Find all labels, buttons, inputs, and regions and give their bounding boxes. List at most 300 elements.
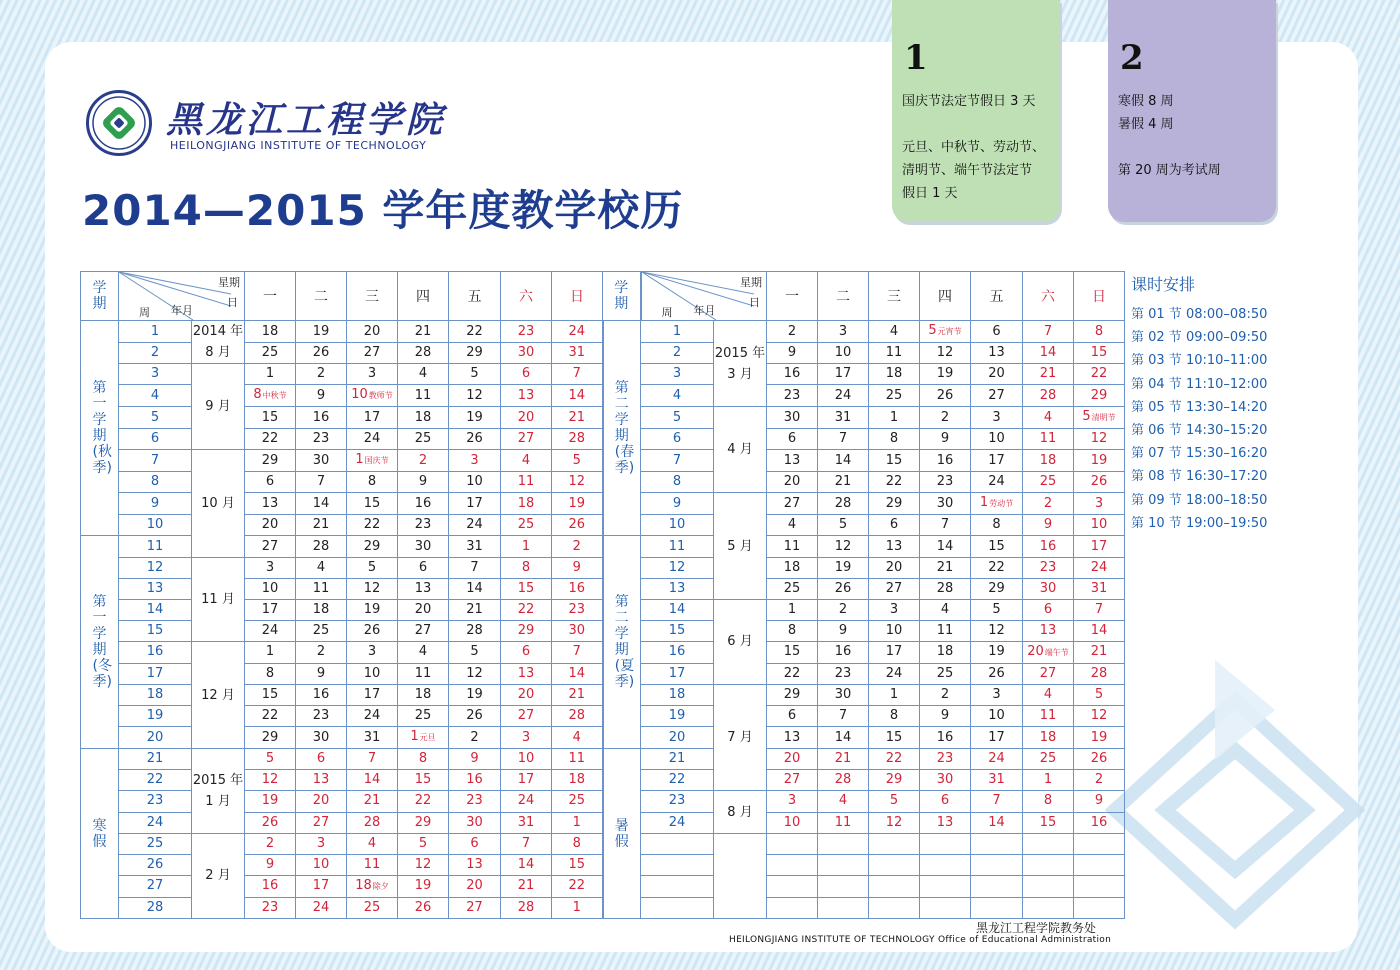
week-number: 3 (641, 364, 714, 385)
day-cell: 11 (1023, 429, 1074, 450)
day-cell: 17 (971, 727, 1023, 749)
day-cell: 17 (501, 770, 552, 791)
day-cell: 20 (296, 791, 347, 812)
day-cell (245, 385, 296, 407)
day-cell: 6 (449, 833, 501, 854)
day-cell: 18 (501, 493, 552, 515)
day-cell: 7 (818, 429, 869, 450)
note-line: 第 20 周为考试周 (1118, 163, 1221, 178)
weekday-header: 日 (552, 272, 603, 321)
day-cell: 12 (818, 536, 869, 557)
holiday-label: 元宵节 (937, 327, 962, 336)
month-label-text: 2014 年 8 月 (192, 324, 244, 361)
day-cell: 31 (347, 727, 398, 749)
header-week-label: 周 (661, 306, 673, 319)
day-cell (767, 833, 818, 854)
day-cell: 12 (971, 620, 1023, 641)
day-cell: 23 (1023, 557, 1074, 578)
holiday-label: 元旦 (419, 733, 436, 743)
day-cell (1074, 407, 1125, 429)
day-cell: 24 (971, 749, 1023, 770)
day-cell (1023, 641, 1074, 663)
day-cell: 5 (449, 364, 501, 385)
day-cell: 26 (245, 812, 296, 833)
day-cell: 23 (449, 791, 501, 812)
week-number: 25 (119, 833, 192, 854)
day-cell: 15 (245, 407, 296, 429)
day-cell: 27 (398, 620, 449, 641)
day-cell: 8 (1023, 791, 1074, 812)
week-number: 9 (641, 493, 714, 515)
day-cell: 16 (920, 727, 971, 749)
day-cell: 1 (1023, 770, 1074, 791)
day-cell: 22 (449, 321, 501, 343)
day-cell: 21 (818, 472, 869, 493)
week-number (641, 897, 714, 918)
note-line: 国庆节法定节假日 3 天 (902, 94, 1036, 109)
day-cell (920, 854, 971, 875)
day-cell: 17 (818, 364, 869, 385)
class-period-row: 第 06 节 14:30–15:20 (1131, 423, 1268, 439)
day-cell: 25 (501, 515, 552, 536)
day-cell: 2 (1074, 770, 1125, 791)
day-cell: 17 (449, 493, 501, 515)
day-cell: 23 (398, 515, 449, 536)
day-cell: 6 (767, 706, 818, 727)
day-cell: 25 (552, 791, 603, 812)
day-cell: 25 (347, 897, 398, 918)
day-cell: 14 (501, 854, 552, 875)
term-header (603, 272, 641, 321)
term-label: 第二学期(春季) (614, 380, 635, 477)
day-cell: 1 (869, 407, 920, 429)
day-cell: 12 (920, 343, 971, 364)
day-cell: 13 (501, 663, 552, 684)
day-cell: 3 (347, 641, 398, 663)
day-cell: 27 (245, 536, 296, 557)
day-cell: 11 (767, 536, 818, 557)
day-cell: 18 (1023, 727, 1074, 749)
month-label (192, 833, 245, 918)
day-cell: 20 (501, 407, 552, 429)
day-cell: 1 (501, 536, 552, 557)
day-cell: 22 (1074, 364, 1125, 385)
day-cell: 16 (296, 407, 347, 429)
day-cell: 1 (245, 364, 296, 385)
term-label-cell (603, 321, 641, 536)
month-label-text: 12 月 (201, 687, 235, 703)
day-cell: 7 (501, 833, 552, 854)
day-cell: 23 (552, 599, 603, 620)
weekday-header: 三 (869, 272, 920, 321)
day-cell: 5 (347, 557, 398, 578)
day-cell: 8 (971, 515, 1023, 536)
day-cell: 24 (501, 791, 552, 812)
day-cell (920, 321, 971, 343)
day-cell (869, 833, 920, 854)
day-cell (1074, 833, 1125, 854)
week-number: 19 (119, 706, 192, 727)
day-cell (767, 875, 818, 897)
day-cell: 27 (501, 706, 552, 727)
class-period-row: 第 08 节 16:30–17:20 (1131, 469, 1268, 485)
day-cell: 24 (296, 897, 347, 918)
day-cell: 1 (245, 641, 296, 663)
week-number (641, 833, 714, 854)
day-cell: 26 (449, 706, 501, 727)
day-cell (818, 897, 869, 918)
day-cell: 2 (449, 727, 501, 749)
day-cell: 28 (296, 536, 347, 557)
day-cell: 23 (920, 749, 971, 770)
day-cell: 15 (869, 450, 920, 472)
day-cell: 30 (1023, 578, 1074, 599)
day-cell: 23 (501, 321, 552, 343)
day-cell: 30 (449, 812, 501, 833)
day-cell: 19 (1074, 727, 1125, 749)
week-number: 12 (641, 557, 714, 578)
day-cell: 16 (296, 685, 347, 706)
week-number: 17 (641, 663, 714, 684)
week-number: 18 (119, 685, 192, 706)
month-label-text: 2 月 (205, 868, 231, 884)
header-week-label: 周 (139, 306, 150, 319)
day-cell: 26 (449, 429, 501, 450)
day-cell: 9 (767, 343, 818, 364)
day-cell: 22 (245, 706, 296, 727)
day-cell: 21 (501, 875, 552, 897)
month-label-text: 4 月 (727, 442, 753, 458)
day-cell (1074, 854, 1125, 875)
week-number: 7 (641, 450, 714, 472)
day-cell (869, 854, 920, 875)
day-cell: 5 (869, 791, 920, 812)
holiday-label: 国庆节 (364, 456, 389, 466)
weekday-header: 二 (296, 272, 347, 321)
week-number: 22 (641, 770, 714, 791)
day-cell: 2 (552, 536, 603, 557)
day-cell (398, 727, 449, 749)
day-cell: 4 (552, 727, 603, 749)
day-cell: 4 (920, 599, 971, 620)
day-cell: 13 (398, 578, 449, 599)
day-cell: 14 (818, 727, 869, 749)
day-cell: 18 (767, 557, 818, 578)
day-cell: 4 (869, 321, 920, 343)
day-cell: 13 (296, 770, 347, 791)
day-cell: 29 (971, 578, 1023, 599)
day-number: 5 (1082, 409, 1091, 425)
week-number: 4 (641, 385, 714, 407)
day-cell: 21 (449, 599, 501, 620)
week-number: 26 (119, 854, 192, 875)
day-cell: 14 (552, 385, 603, 407)
day-cell: 19 (347, 599, 398, 620)
week-number: 15 (119, 620, 192, 641)
day-cell: 28 (1023, 385, 1074, 407)
day-cell: 29 (245, 450, 296, 472)
day-cell: 23 (818, 663, 869, 684)
school-logo (86, 90, 152, 156)
day-cell: 6 (501, 641, 552, 663)
day-cell: 11 (296, 578, 347, 599)
weekday-header: 五 (449, 272, 501, 321)
term-label: 暑假 (614, 817, 629, 850)
day-cell: 20 (501, 685, 552, 706)
calendar-table (80, 271, 1125, 919)
day-cell: 21 (398, 321, 449, 343)
day-cell: 8 (869, 706, 920, 727)
day-cell: 16 (920, 450, 971, 472)
day-cell: 21 (1074, 641, 1125, 663)
day-cell: 29 (869, 770, 920, 791)
day-cell: 23 (296, 706, 347, 727)
day-cell: 17 (347, 685, 398, 706)
day-cell: 16 (818, 641, 869, 663)
day-cell: 18 (552, 770, 603, 791)
header-day-label: 日 (227, 296, 238, 309)
day-cell: 24 (347, 429, 398, 450)
day-number: 1 (979, 495, 989, 511)
day-cell: 29 (501, 620, 552, 641)
day-cell: 21 (296, 515, 347, 536)
day-cell: 27 (869, 578, 920, 599)
week-number: 27 (119, 875, 192, 897)
holiday-label: 端午节 (1044, 647, 1069, 657)
day-cell: 10 (818, 343, 869, 364)
day-cell: 12 (449, 385, 501, 407)
day-cell: 3 (767, 791, 818, 812)
week-number: 14 (119, 599, 192, 620)
week-number: 10 (119, 515, 192, 536)
week-number: 17 (119, 663, 192, 684)
day-cell: 31 (1074, 578, 1125, 599)
day-cell: 4 (1023, 407, 1074, 429)
day-cell: 29 (869, 493, 920, 515)
day-cell: 31 (449, 536, 501, 557)
day-cell: 3 (449, 450, 501, 472)
day-cell: 7 (1074, 599, 1125, 620)
day-cell: 18 (245, 321, 296, 343)
weekday-header: 六 (501, 272, 552, 321)
day-number: 10 (351, 387, 368, 403)
day-cell: 3 (347, 364, 398, 385)
day-cell: 5 (818, 515, 869, 536)
day-cell: 20 (869, 557, 920, 578)
week-number: 21 (119, 749, 192, 770)
day-cell: 26 (818, 578, 869, 599)
day-cell: 5 (398, 833, 449, 854)
day-cell: 23 (296, 429, 347, 450)
month-label (192, 321, 245, 364)
day-cell: 9 (552, 557, 603, 578)
day-cell: 23 (920, 472, 971, 493)
day-cell: 11 (1023, 706, 1074, 727)
day-cell: 26 (347, 620, 398, 641)
day-cell: 13 (869, 536, 920, 557)
weekday-header: 一 (767, 272, 818, 321)
day-cell: 16 (449, 770, 501, 791)
day-cell: 27 (296, 812, 347, 833)
day-cell: 25 (1023, 472, 1074, 493)
week-number: 5 (119, 407, 192, 429)
day-cell (818, 833, 869, 854)
day-cell: 17 (869, 641, 920, 663)
day-cell: 3 (245, 557, 296, 578)
month-label-text: 6 月 (727, 634, 753, 650)
day-cell: 8 (347, 472, 398, 493)
day-cell: 19 (920, 364, 971, 385)
day-cell: 28 (501, 897, 552, 918)
day-cell: 22 (971, 557, 1023, 578)
day-cell: 20 (398, 599, 449, 620)
day-cell: 28 (552, 706, 603, 727)
day-cell: 27 (449, 897, 501, 918)
month-label (714, 493, 767, 599)
weekday-header: 二 (818, 272, 869, 321)
weekday-header: 四 (398, 272, 449, 321)
day-cell: 20 (767, 749, 818, 770)
note-number: 2 (1120, 38, 1144, 78)
class-period-row: 第 07 节 15:30–16:20 (1131, 446, 1268, 462)
day-cell: 27 (767, 770, 818, 791)
day-cell: 31 (552, 343, 603, 364)
day-cell: 17 (296, 875, 347, 897)
header-day-label: 日 (749, 296, 760, 309)
day-cell: 5 (552, 450, 603, 472)
day-cell: 19 (818, 557, 869, 578)
day-cell: 15 (1023, 812, 1074, 833)
month-label (714, 407, 767, 493)
holiday-label: 中秋节 (262, 391, 287, 401)
day-cell: 3 (296, 833, 347, 854)
day-cell: 19 (552, 493, 603, 515)
class-schedule-title: 课时安排 (1131, 275, 1196, 294)
day-cell: 27 (501, 429, 552, 450)
day-cell: 11 (920, 620, 971, 641)
note-card-1 (892, 0, 1060, 222)
day-cell: 15 (552, 854, 603, 875)
holiday-label: 劳动节 (989, 499, 1014, 509)
day-cell: 6 (501, 364, 552, 385)
week-number: 4 (119, 385, 192, 407)
day-cell: 22 (501, 599, 552, 620)
day-cell: 17 (347, 407, 398, 429)
week-number: 16 (641, 641, 714, 663)
day-cell (1023, 854, 1074, 875)
day-cell: 18 (1023, 450, 1074, 472)
day-cell: 24 (449, 515, 501, 536)
day-cell: 30 (501, 343, 552, 364)
day-number: 1 (410, 729, 419, 745)
weekday-header: 三 (347, 272, 398, 321)
day-cell: 30 (920, 493, 971, 515)
day-cell: 10 (869, 620, 920, 641)
day-cell (971, 897, 1023, 918)
weekday-header: 日 (1074, 272, 1125, 321)
day-cell: 22 (869, 472, 920, 493)
day-cell: 10 (449, 472, 501, 493)
week-number: 11 (119, 536, 192, 557)
day-cell: 14 (818, 450, 869, 472)
class-schedule (1131, 272, 1267, 535)
day-cell: 6 (296, 749, 347, 770)
class-period-row: 第 10 节 19:00–19:50 (1131, 515, 1268, 531)
day-cell (920, 875, 971, 897)
day-cell: 16 (552, 578, 603, 599)
day-cell: 13 (245, 493, 296, 515)
day-cell: 26 (296, 343, 347, 364)
week-number: 7 (119, 450, 192, 472)
day-cell: 12 (347, 578, 398, 599)
week-number (641, 875, 714, 897)
day-cell: 2 (296, 641, 347, 663)
day-cell: 11 (398, 385, 449, 407)
day-cell: 27 (1023, 663, 1074, 684)
header-weekday-label: 星期 (740, 276, 762, 289)
day-cell: 22 (869, 749, 920, 770)
day-cell: 13 (920, 812, 971, 833)
day-cell: 9 (920, 706, 971, 727)
day-cell: 10 (767, 812, 818, 833)
month-label (192, 749, 245, 833)
day-cell: 14 (552, 663, 603, 684)
decorative-emblem-graphic (1095, 640, 1385, 950)
day-cell: 15 (1074, 343, 1125, 364)
day-cell: 20 (767, 472, 818, 493)
day-cell: 3 (1074, 493, 1125, 515)
term-label-cell (603, 749, 641, 919)
day-cell: 8 (245, 663, 296, 684)
day-cell: 12 (245, 770, 296, 791)
week-number: 8 (641, 472, 714, 493)
day-cell: 15 (347, 493, 398, 515)
note-line: 寒假 8 周 (1118, 94, 1174, 109)
day-cell: 29 (245, 727, 296, 749)
week-number: 24 (641, 812, 714, 833)
day-cell (818, 854, 869, 875)
diagonal-header-cell (119, 272, 245, 321)
day-cell: 30 (767, 407, 818, 429)
day-cell: 2 (767, 321, 818, 343)
day-cell: 6 (767, 429, 818, 450)
day-cell (869, 875, 920, 897)
day-number: 18 (355, 877, 372, 893)
month-label (192, 364, 245, 450)
day-cell: 12 (449, 663, 501, 684)
term-label-cell (81, 321, 119, 536)
day-cell: 10 (347, 663, 398, 684)
day-cell: 15 (398, 770, 449, 791)
note-line: 元旦、中秋节、劳动节、 (902, 140, 1046, 155)
day-cell: 18 (398, 407, 449, 429)
day-cell: 4 (398, 641, 449, 663)
day-number: 5 (928, 323, 937, 338)
term-header-label: 学期 (614, 280, 629, 312)
week-number: 23 (641, 791, 714, 812)
day-cell: 28 (818, 493, 869, 515)
day-cell: 30 (920, 770, 971, 791)
note-line: 假日 1 天 (902, 186, 958, 201)
day-cell: 18 (296, 599, 347, 620)
day-cell: 3 (869, 599, 920, 620)
day-cell: 29 (347, 536, 398, 557)
day-cell: 28 (347, 812, 398, 833)
day-cell: 9 (296, 385, 347, 407)
day-cell: 4 (347, 833, 398, 854)
day-cell: 9 (818, 620, 869, 641)
school-name-en: HEILONGJIANG INSTITUTE OF TECHNOLOGY (170, 139, 427, 152)
